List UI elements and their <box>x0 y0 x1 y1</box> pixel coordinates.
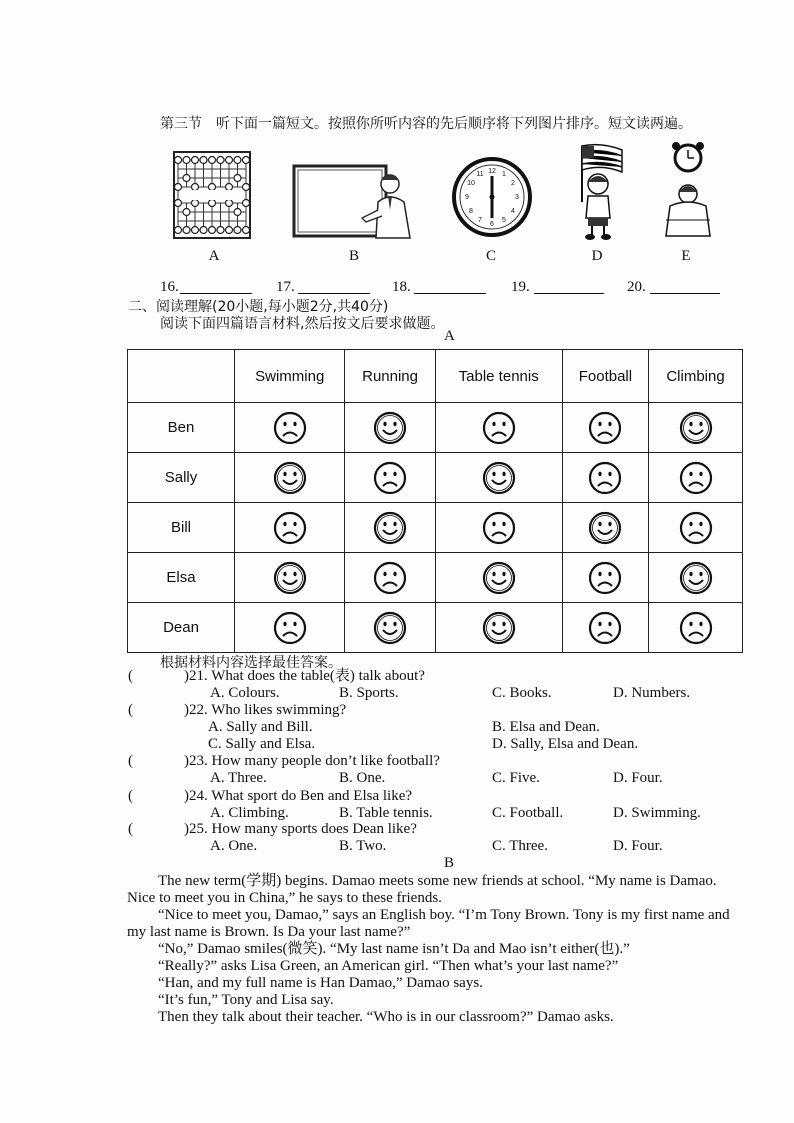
table-row <box>128 503 743 553</box>
section3-instruction: 第三节 听下面一篇短文。按照你所听内容的先后顺序将下列图片排序。短文读两遍。 <box>160 116 692 132</box>
table-cell <box>345 503 435 553</box>
answer-option: D. Four. <box>613 770 663 786</box>
happy-face-icon <box>373 511 407 545</box>
table-row <box>128 403 743 453</box>
table-row-name: Bill <box>128 503 235 553</box>
table-cell <box>435 603 562 653</box>
answer-blank-18[interactable] <box>414 277 486 294</box>
svg-text:10: 10 <box>467 180 475 187</box>
table-cell <box>562 503 648 553</box>
passage-b-paragraph: “No,” Damao smiles(微笑). “My last name isn’t Da and Mao isn’t either(也).” <box>158 941 630 957</box>
table-cell <box>649 603 743 653</box>
table-row <box>128 603 743 653</box>
svg-text:3: 3 <box>515 194 519 201</box>
svg-text:9: 9 <box>465 194 469 201</box>
table-row-name: Ben <box>128 403 235 453</box>
teacher-blackboard-icon <box>292 162 414 247</box>
svg-text:12: 12 <box>488 168 496 175</box>
table-cell <box>435 503 562 553</box>
table-row <box>128 453 743 503</box>
happy-face-icon <box>373 611 407 645</box>
answer-option: B. Two. <box>339 838 387 854</box>
table-cell <box>562 553 648 603</box>
picture-label-d: D <box>591 248 603 264</box>
answer-option: A. Colours. <box>210 685 280 701</box>
clock-icon <box>451 156 533 243</box>
svg-text:8: 8 <box>469 208 473 215</box>
answer-option: A. One. <box>210 838 258 854</box>
sad-face-icon <box>588 611 622 645</box>
table-cell <box>649 403 743 453</box>
sad-face-icon <box>679 611 713 645</box>
passage-b-label: B <box>444 855 455 871</box>
table-row-name: Elsa <box>128 553 235 603</box>
picture-label-e: E <box>681 248 691 264</box>
svg-text:5: 5 <box>502 217 506 224</box>
table-header-row <box>128 350 743 403</box>
answer-option: C. Books. <box>492 685 552 701</box>
table-cell <box>649 503 743 553</box>
svg-text:1: 1 <box>502 171 506 178</box>
answer-option: B. Sports. <box>339 685 399 701</box>
table-header-cell: Climbing <box>649 350 743 403</box>
table-row-name: Sally <box>128 453 235 503</box>
svg-text:11: 11 <box>476 171 484 178</box>
answer-option: C. Sally and Elsa. <box>208 736 316 752</box>
table-cell <box>235 503 345 553</box>
table-cell <box>345 553 435 603</box>
svg-text:7: 7 <box>478 217 482 224</box>
answer-paren[interactable]: ( <box>128 668 133 684</box>
svg-text:6: 6 <box>490 221 494 228</box>
answer-option: C. Five. <box>492 770 540 786</box>
answer-option: C. Football. <box>492 805 564 821</box>
happy-face-icon <box>373 411 407 445</box>
table-header-cell: Running <box>345 350 435 403</box>
table-cell <box>649 553 743 603</box>
chess-board-icon <box>172 150 252 245</box>
table-cell <box>345 453 435 503</box>
question-stem: )25. How many sports does Dean like? <box>184 821 417 837</box>
happy-face-icon <box>679 561 713 595</box>
table-header-cell: Football <box>562 350 648 403</box>
question-stem: )21. What does the table(表) talk about? <box>184 668 425 684</box>
table-row-name: Dean <box>128 603 235 653</box>
happy-face-icon <box>273 561 307 595</box>
table-cell <box>562 453 648 503</box>
passage-b-paragraph: The new term(学期) begins. Damao meets some new friends at school. “My name is Damao. Nice to meet you in China,” he says to these friends. <box>127 873 717 906</box>
question-stem: )22. Who likes swimming? <box>184 702 347 718</box>
sad-face-icon <box>373 461 407 495</box>
table-header-cell <box>128 350 235 403</box>
table-cell <box>435 403 562 453</box>
answer-blank-19[interactable] <box>534 277 604 294</box>
table-cell <box>345 603 435 653</box>
table-cell <box>235 453 345 503</box>
passage-a-label: A <box>444 328 455 344</box>
table-cell <box>345 403 435 453</box>
answer-paren[interactable]: ( <box>128 821 133 837</box>
table-cell <box>562 403 648 453</box>
table-cell <box>235 603 345 653</box>
answer-option: A. Three. <box>210 770 267 786</box>
sad-face-icon <box>588 411 622 445</box>
table-cell <box>562 603 648 653</box>
part2-instruction: 阅读下面四篇语言材料,然后按文后要求做题。 <box>160 316 445 332</box>
passage-b-paragraph: “Han, and my full name is Han Damao,” Damao says. <box>158 975 483 991</box>
table-header-cell: Table tennis <box>435 350 562 403</box>
happy-face-icon <box>679 411 713 445</box>
question-stem: )24. What sport do Ben and Elsa like? <box>184 788 413 804</box>
happy-face-icon <box>482 611 516 645</box>
table-cell <box>235 403 345 453</box>
happy-face-icon <box>273 461 307 495</box>
svg-text:4: 4 <box>511 208 515 215</box>
sad-face-icon <box>482 511 516 545</box>
passage-b-paragraph: Then they talk about their teacher. “Who is in our classroom?” Damao asks. <box>158 1009 614 1025</box>
answer-option: D. Sally, Elsa and Dean. <box>492 736 639 752</box>
answer-paren[interactable]: ( <box>128 702 133 718</box>
table-cell <box>235 553 345 603</box>
answer-option: D. Four. <box>613 838 663 854</box>
table-row <box>128 553 743 603</box>
sports-table <box>127 349 743 653</box>
answer-option: C. Three. <box>492 838 548 854</box>
svg-text:2: 2 <box>511 180 515 187</box>
happy-face-icon <box>482 461 516 495</box>
blank-label-20: 20. <box>627 279 646 295</box>
blank-label-16: 16. <box>160 279 179 295</box>
choose-instruction: 根据材料内容选择最佳答案。 <box>160 655 342 671</box>
sad-face-icon <box>679 511 713 545</box>
sad-face-icon <box>588 561 622 595</box>
sad-face-icon <box>373 561 407 595</box>
blank-label-19: 19. <box>511 279 530 295</box>
answer-option: D. Swimming. <box>613 805 701 821</box>
answer-paren[interactable]: ( <box>128 753 133 769</box>
passage-b-paragraph: “Nice to meet you, Damao,” says an English boy. “I’m Tony Brown. Tony is my first name and my last name is Brown. Is Da your last name?” <box>127 907 730 940</box>
sad-face-icon <box>273 511 307 545</box>
question-stem: )23. How many people don’t like football? <box>184 753 440 769</box>
alarm-clock-boy-icon <box>660 140 716 245</box>
answer-blank-16[interactable] <box>180 277 252 294</box>
table-cell <box>649 453 743 503</box>
answer-option: B. Table tennis. <box>339 805 433 821</box>
answer-option: D. Numbers. <box>613 685 691 701</box>
part2-heading: 二、阅读理解(20小题,每小题2分,共40分) <box>128 299 389 315</box>
blank-label-18: 18. <box>392 279 411 295</box>
sad-face-icon <box>273 611 307 645</box>
answer-option: B. Elsa and Dean. <box>492 719 600 735</box>
table-header-cell: Swimming <box>235 350 345 403</box>
sad-face-icon <box>482 411 516 445</box>
sad-face-icon <box>679 461 713 495</box>
answer-option: A. Climbing. <box>210 805 289 821</box>
passage-b-paragraph: “Really?” asks Lisa Green, an American girl. “Then what’s your last name?” <box>158 958 619 974</box>
boy-with-flag-icon <box>568 142 628 247</box>
picture-label-c: C <box>485 248 496 264</box>
answer-paren[interactable]: ( <box>128 788 133 804</box>
blank-label-17: 17. <box>276 279 295 295</box>
passage-b-paragraph: “It’s fun,” Tony and Lisa say. <box>158 992 334 1008</box>
table-cell <box>435 553 562 603</box>
answer-option: A. Sally and Bill. <box>208 719 313 735</box>
happy-face-icon <box>588 511 622 545</box>
happy-face-icon <box>482 561 516 595</box>
answer-blank-20[interactable] <box>650 277 720 294</box>
sad-face-icon <box>273 411 307 445</box>
sad-face-icon <box>588 461 622 495</box>
picture-label-a: A <box>208 248 220 264</box>
picture-label-b: B <box>348 248 359 264</box>
answer-option: B. One. <box>339 770 386 786</box>
table-cell <box>435 453 562 503</box>
answer-blank-17[interactable] <box>298 277 370 294</box>
